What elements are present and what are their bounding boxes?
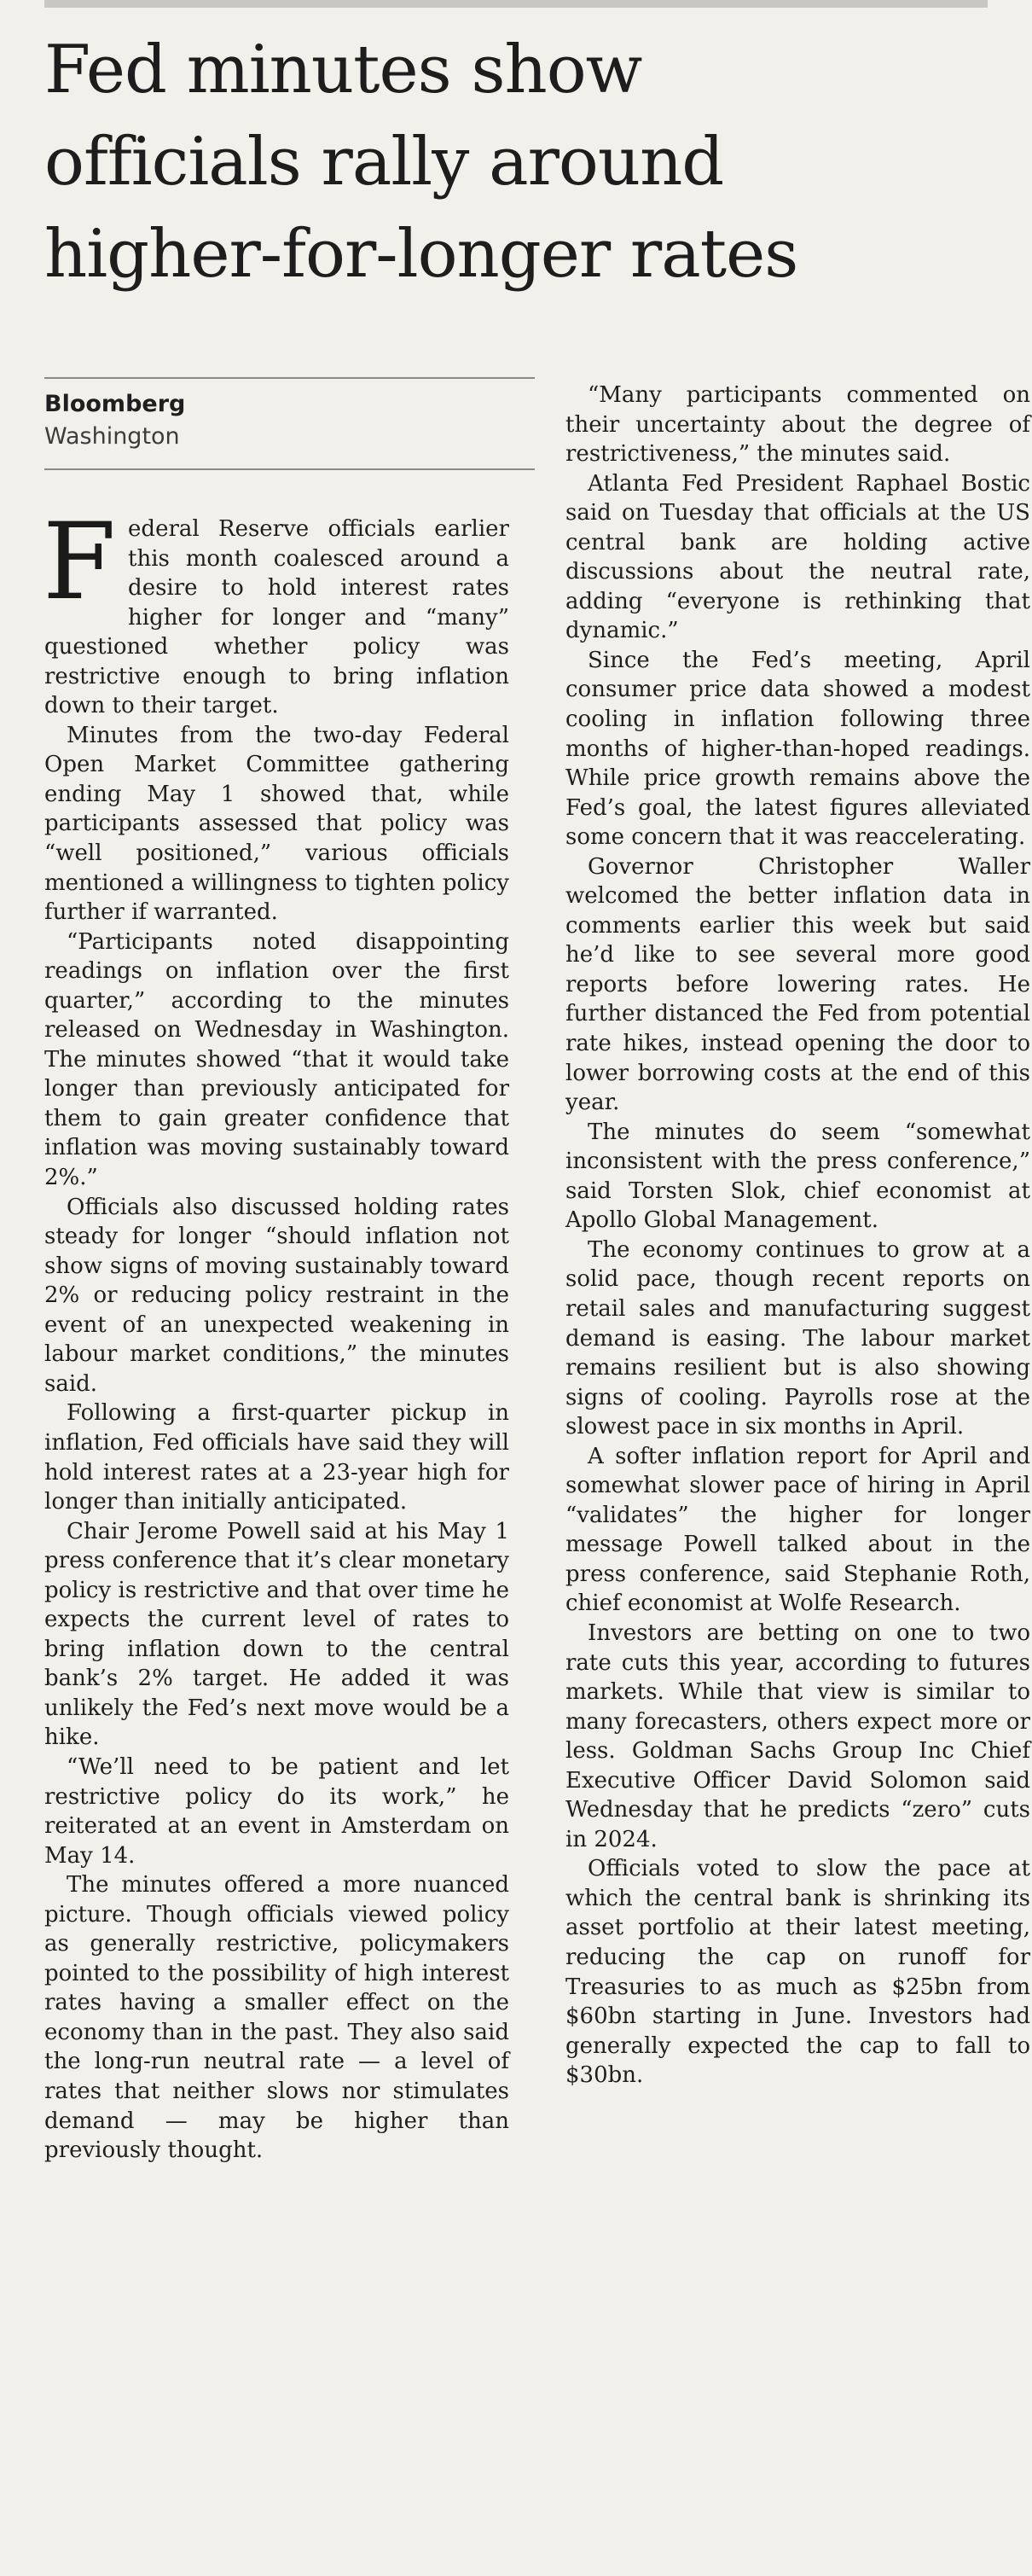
body-paragraph: Chair Jerome Powell said at his May 1 press conference that it’s clear monetary policy is restrictive and that over time he expects the current level of rates to bring inflation down to the central bank’s 2% target. He added it was unlikely the Fed’s next move would be a hike. xyxy=(44,1518,509,1751)
body-paragraph: Minutes from the two-day Federal Open Market Committee gathering ending May 1 showed that, while participants assessed that policy was “well positioned,” various officials mentioned a willingness to tighten policy further if warranted. xyxy=(44,722,509,926)
body-paragraph: The minutes offered a more nuanced picture. Though officials viewed policy as generally restrictive, policymakers pointed to the possibility of high interest rates having a smaller effect on the economy than in the past. They also said the long-run neutral rate — a level of rates that neither slows nor stimulates demand — may be higher than previously thought. xyxy=(44,1872,509,2164)
byline-top-rule xyxy=(44,377,535,379)
byline-source: Bloomberg xyxy=(44,391,186,417)
top-rule xyxy=(44,0,988,8)
article-column-right xyxy=(565,381,1030,2090)
body-paragraph: Since the Fed’s meeting, April consumer price data showed a modest cooling in inflation following three months of higher-than-hoped readings. While price growth remains above the Fed’s goal, the latest figures alleviated some concern that it was reaccelerating. xyxy=(565,647,1030,851)
body-paragraph: “Many participants commented on their uncertainty about the degree of restrictiveness,” the minutes said. xyxy=(565,382,1030,468)
lead-text: ederal Reserve officials earlier this month coalesced around a desire to hold interest rates higher for longer and “many” questioned whether policy was restrictive enough to bring inflation down to their target. xyxy=(44,516,509,719)
body-paragraph: Officials voted to slow the pace at which the central bank is shrinking its asset portfolio at their latest meeting, reducing the cap on runoff for Treasuries to as much as $25bn from $60bn starting in June. Investors had generally expected the cap to fall to $30bn. xyxy=(565,1856,1030,2089)
body-paragraph: The economy continues to grow at a solid pace, though recent reports on retail sales and manufacturing suggest demand is easing. The labour market remains resilient but is also showing signs of cooling. Payrolls rose at the slowest pace in six months in April. xyxy=(565,1236,1030,1440)
headline-line: officials rally around xyxy=(44,124,724,201)
byline-bottom-rule xyxy=(44,468,535,470)
body-paragraph: Governor Christopher Waller welcomed the better inflation data in comments earlier this week but said he’d like to see several more good reports before lowering rates. He further distanced the Fed from potential rate hikes, instead opening the door to lower borrowing costs at the end of this year. xyxy=(565,853,1030,1116)
headline-line: Fed minutes show xyxy=(44,32,642,108)
article-column-left xyxy=(43,501,509,2166)
body-paragraph: Investors are betting on one to two rate cuts this year, according to futures markets. While that view is similar to many forecasters, others expect more or less. Goldman Sachs Group Inc Chief Executive Officer David Solomon said Wednesday that he predicts “zero” cuts in 2024. xyxy=(565,1619,1030,1852)
body-paragraph: Atlanta Fed President Raphael Bostic said on Tuesday that officials at the US central bank are holding active discussions about the neutral rate, adding “everyone is rethinking that dynamic.” xyxy=(565,470,1030,644)
headline xyxy=(44,24,988,300)
body-paragraph: A softer inflation report for April and somewhat slower pace of hiring in April “validates” the higher for longer message Powell talked about in the press conference, said Stephanie Roth, chief economist at Wolfe Research. xyxy=(565,1443,1030,1617)
body-paragraph: The minutes do seem “somewhat inconsistent with the press conference,” said Torsten Slok, chief economist at Apollo Global Management. xyxy=(565,1119,1030,1234)
lead-paragraph xyxy=(43,501,509,721)
article-page xyxy=(43,0,1030,2576)
body-paragraph: Officials also discussed holding rates steady for longer “should inflation not show signs of moving sustainably toward 2% or reducing policy restraint in the event of an unexpected weakening in labour market conditions,” the minutes said. xyxy=(44,1194,509,1397)
drop-cap: F xyxy=(43,501,117,624)
headline-line: higher-for-longer rates xyxy=(44,216,798,293)
body-paragraph: Following a first-quarter pickup in inflation, Fed officials have said they will hold interest rates at a 23-year high for longer than initially anticipated. xyxy=(44,1400,509,1515)
body-paragraph: “Participants noted disappointing readings on inflation over the first quarter,” according to the minutes released on Wednesday in Washington. The minutes showed “that it would take longer than previously anticipated for them to gain greater confidence that inflation was moving sustainably toward 2%.” xyxy=(44,928,509,1191)
byline-location: Washington xyxy=(44,423,180,450)
body-paragraph: “We’ll need to be patient and let restrictive policy do its work,” he reiterated at an event in Amsterdam on May 14. xyxy=(44,1753,509,1869)
